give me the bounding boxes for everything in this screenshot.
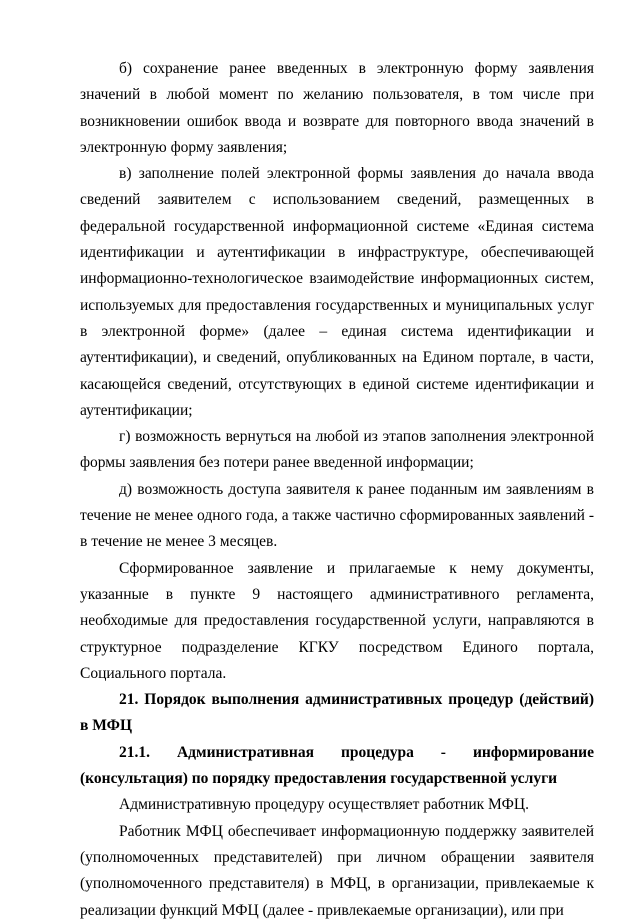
paragraph-g: г) возможность вернуться на любой из этапов заполнения электронной формы заявления без потери ранее введенной информации; (80, 428, 594, 472)
section-heading-21: 21. Порядок выполнения административных процедур (действий) в МФЦ (80, 691, 594, 735)
paragraph-information-support: Работник МФЦ обеспечивает информационную поддержку заявителей (уполномоченных представителей) при личном обращении заявителя (уполномоченного представителя) в МФЦ, в организации, привлекаемые к реализации функций МФЦ (далее - привлекаемые организации), или при (80, 822, 594, 919)
document-body (80, 56, 594, 924)
section-heading-21-1: 21.1. Административная процедура - информирование (консультация) по порядку предоставления государственной услуги (80, 743, 594, 788)
paragraph-d: д) возможность доступа заявителя к ранее поданным им заявлениям в течение не менее одного года, а также частично сформированных заявлений - в течение не менее 3 месяцев. (80, 480, 594, 551)
paragraph-b: б) сохранение ранее введенных в электронную форму заявления значений в любой момент по желанию пользователя, в том числе при возникновении ошибок ввода и возврате для повторного ввода значений в электронную форму заявления; (80, 60, 594, 156)
paragraph-v: в) заполнение полей электронной формы заявления до начала ввода сведений заявителем с использованием сведений, размещенных в федеральной государственной информационной системе «Единая система идентификации и аутентификации в инфраструктуре, обеспечивающей информационно-технологическое взаимодействие информационных систем, используемых для предоставления государственных и муниципальных услуг в электронной форме» (далее – единая система идентификации и аутентификации), и сведений, опубликованных на Едином портале, в части, касающейся сведений, отсутствующих в единой системе идентификации и аутентификации; (80, 165, 594, 419)
paragraph-formed-application: Сформированное заявление и прилагаемые к нему документы, указанные в пункте 9 настоящего административного регламента, необходимые для предоставления государственной услуги, направляются в структурное подразделение КГКУ посредством Единого портала, Социального портала. (80, 559, 594, 682)
paragraph-procedure-worker: Административную процедуру осуществляет работник МФЦ. (119, 796, 529, 814)
